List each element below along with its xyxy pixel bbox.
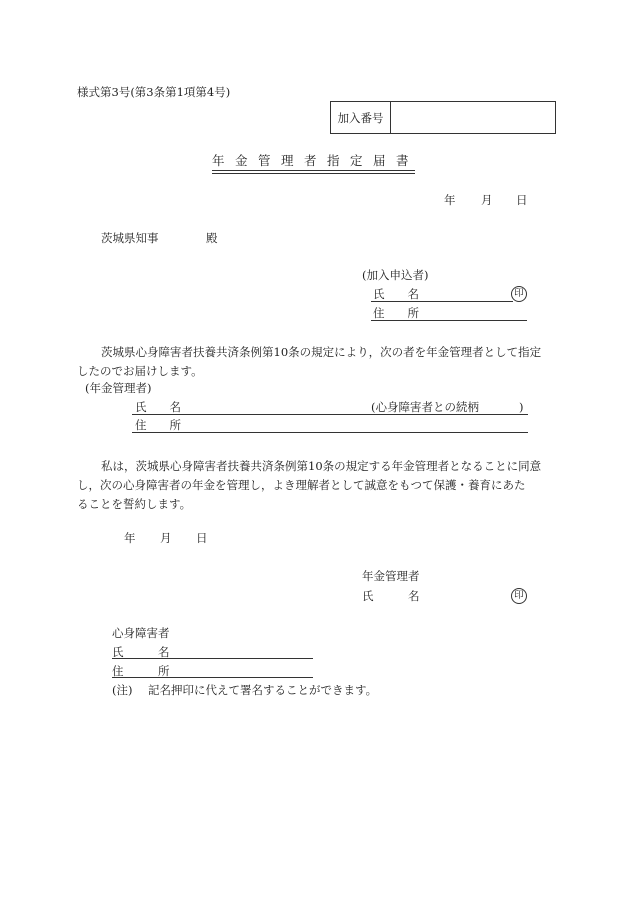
disabled-person-name-label: 氏 名 [112, 645, 170, 659]
applicant-name-label: 氏 名 [373, 287, 419, 301]
addressee-honorific: 殿 [206, 231, 218, 245]
month-label: 月 [160, 531, 172, 545]
form-number: 様式第3号(第3条第1項第4号) [77, 85, 231, 99]
pension-manager-address-field[interactable] [132, 432, 528, 433]
note-label: (注) [112, 683, 133, 697]
membership-number-label: 加入番号 [330, 101, 391, 134]
applicant-heading: (加入申込者) [362, 268, 429, 282]
year-label: 年 [444, 193, 456, 207]
day-label: 日 [196, 531, 208, 545]
day-label: 日 [516, 193, 528, 207]
pension-manager-name-label: 氏 名 [135, 400, 181, 414]
seal-icon: 印 [511, 588, 527, 604]
title-underline [212, 170, 415, 171]
addressee-name: 茨城県知事 [101, 231, 159, 245]
relation-close: ) [519, 400, 524, 414]
applicant-address-field[interactable] [371, 320, 527, 321]
disabled-person-address-field[interactable] [112, 677, 313, 678]
disabled-person-address-label: 住 所 [112, 664, 170, 678]
pension-manager-name-field[interactable] [132, 414, 528, 415]
pension-manager-heading: (年金管理者) [85, 381, 152, 395]
seal-icon: 印 [511, 286, 527, 302]
manager-sign-name-label: 氏 名 [362, 589, 420, 603]
note-text: 記名押印に代えて署名することができます。 [148, 683, 378, 697]
applicant-address-label: 住 所 [373, 306, 419, 320]
body-paragraph: 茨城県心身障害者扶養共済条例第10条の規定により，次の者を年金管理者として指定 したのでお届けします。 [77, 345, 542, 378]
document-title: 年金管理者指定届書 [212, 153, 420, 168]
membership-number-field[interactable] [390, 101, 556, 134]
year-label: 年 [124, 531, 136, 545]
month-label: 月 [481, 193, 493, 207]
relation-label: (心身障害者との続柄 [371, 400, 479, 414]
applicant-name-field[interactable] [371, 301, 513, 302]
manager-sign-heading: 年金管理者 [362, 569, 420, 583]
consent-paragraph: 私は，茨城県心身障害者扶養共済条例第10条の規定する年金管理者となることに同意 し，次の心身障害者の年金を管理し，よき理解者として誠意をもつて保護・養育にあた ることを誓約します。 [77, 459, 542, 511]
disabled-person-name-field[interactable] [112, 658, 313, 659]
pension-manager-address-label: 住 所 [135, 418, 181, 432]
disabled-person-heading: 心身障害者 [112, 626, 170, 640]
title-underline [212, 173, 415, 174]
